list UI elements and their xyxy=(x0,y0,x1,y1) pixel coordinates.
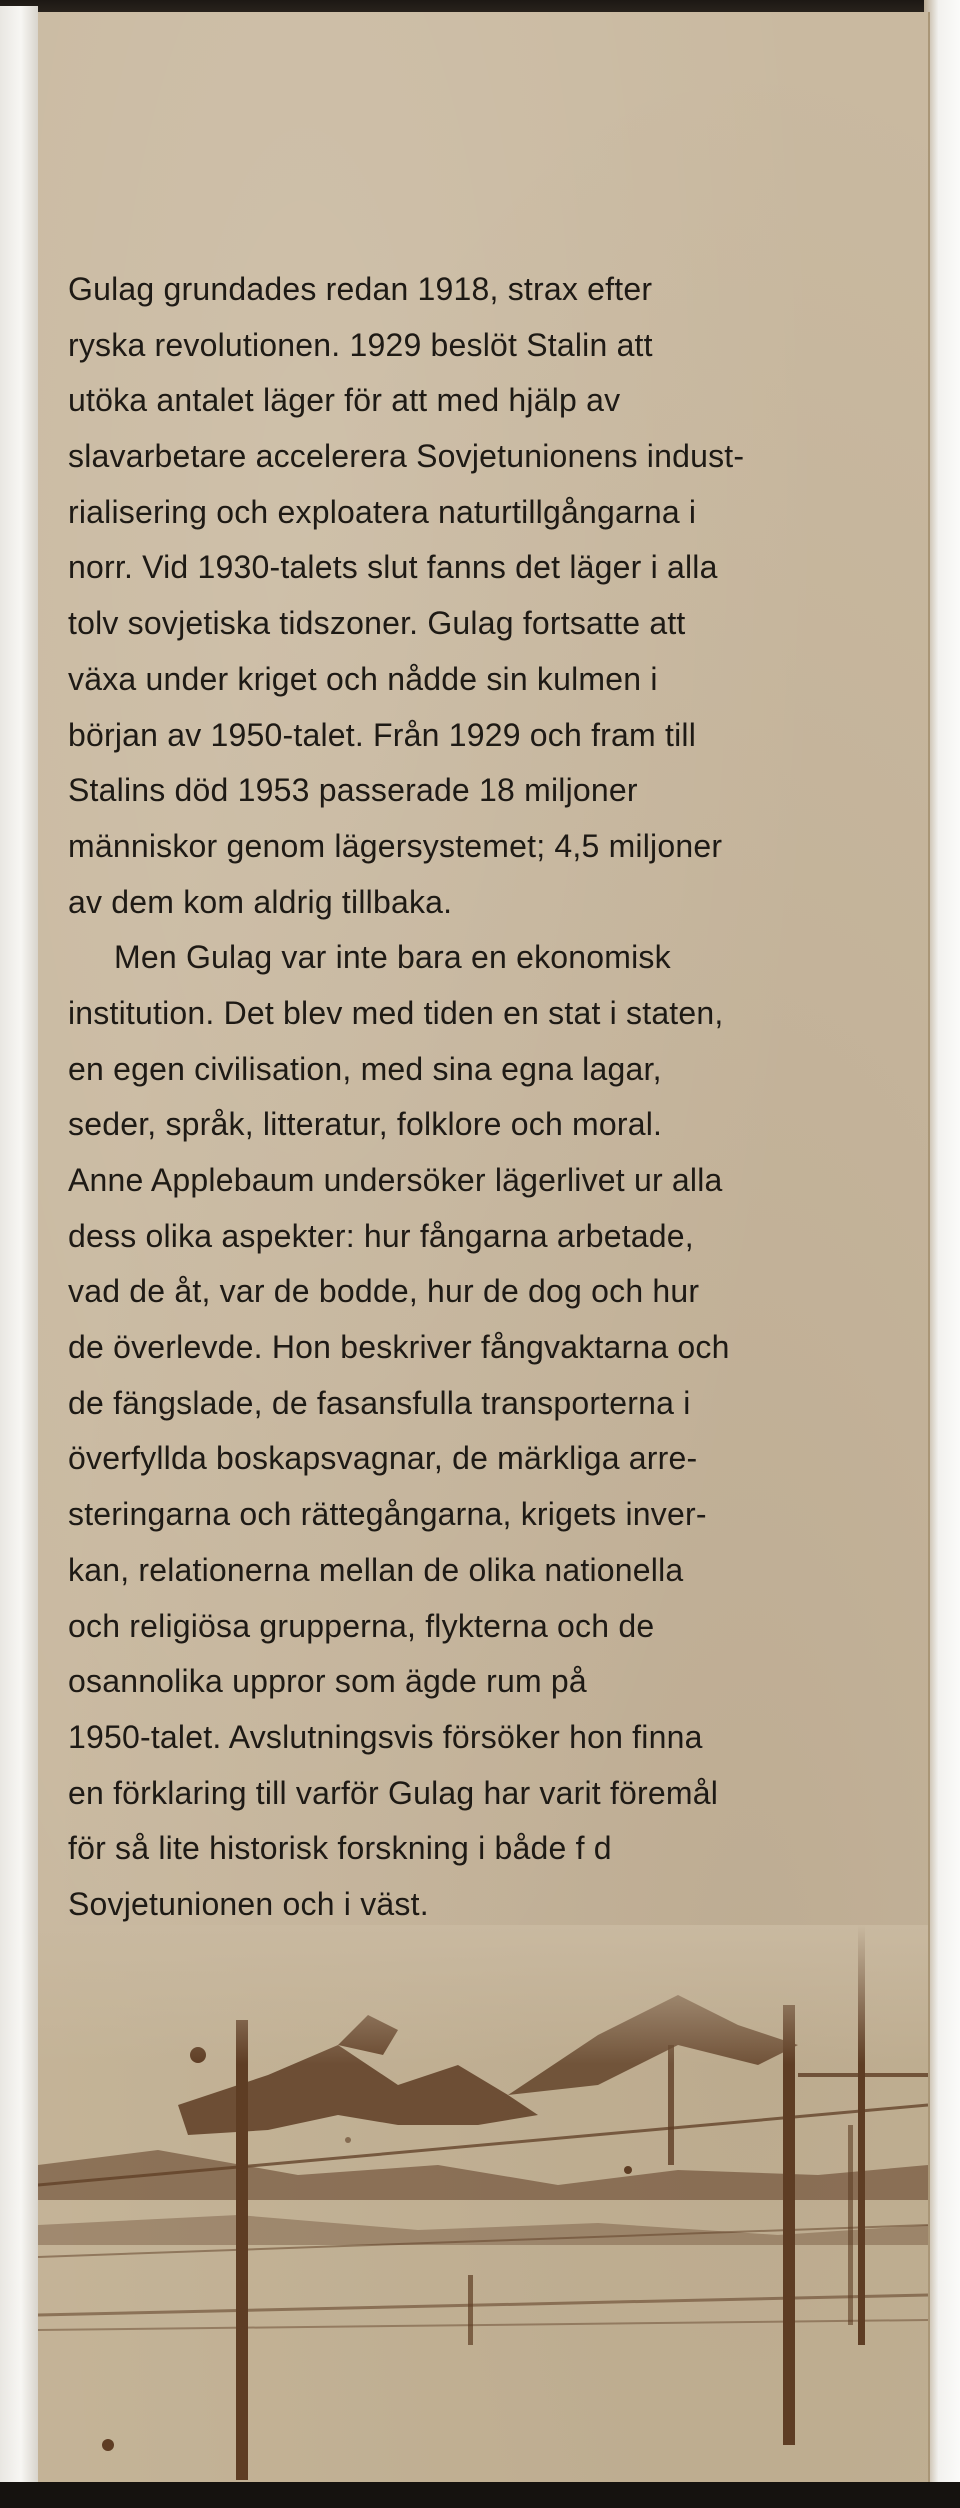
scan-margin-left xyxy=(0,6,38,2508)
text-line: seder, språk, litteratur, folklore och moral. xyxy=(68,1106,663,1143)
text-line: av dem kom aldrig tillbaka. xyxy=(68,883,453,920)
text-line: början av 1950-talet. Från 1929 och fram till xyxy=(68,716,696,753)
text-line: institution. Det blev med tiden en stat i staten, xyxy=(68,994,724,1031)
text-line: Men Gulag var inte bara en ekonomisk xyxy=(114,939,671,976)
scan-edge-bottom xyxy=(0,2482,960,2508)
blurb-text xyxy=(68,262,868,1933)
text-line: Gulag grundades redan 1918, strax efter xyxy=(68,271,653,307)
text-line: Stalins död 1953 passerade 18 miljoner xyxy=(68,772,638,809)
text-line: norr. Vid 1930-talets slut fanns det läger i alla xyxy=(68,549,718,586)
text-line: Anne Applebaum undersöker lägerlivet ur alla xyxy=(68,1162,723,1198)
text-line: de överlevde. Hon beskriver fångvaktarna och xyxy=(68,1329,730,1366)
text-line: steringarna och rättegångarna, krigets inver- xyxy=(68,1496,707,1533)
text-line: och religiösa grupperna, flykterna och de xyxy=(68,1607,655,1644)
paragraph-1 xyxy=(68,262,868,930)
text-line: tolv sovjetiska tidszoner. Gulag fortsatte att xyxy=(68,605,686,642)
text-line: en egen civilisation, med sina egna lagar, xyxy=(68,1050,662,1087)
text-line: osannolika uppror som ägde rum på xyxy=(68,1663,587,1700)
text-line: en förklaring till varför Gulag har varit föremål xyxy=(68,1774,719,1811)
text-line: de fängslade, de fasansfulla transporterna i xyxy=(68,1384,691,1421)
text-line: slavarbetare accelerera Sovjetunionens indust- xyxy=(68,438,745,475)
text-line: växa under kriget och nådde sin kulmen i xyxy=(68,660,658,697)
text-line: Sovjetunionen och i väst. xyxy=(68,1885,429,1922)
paragraph-2 xyxy=(68,930,868,1932)
text-line: för så lite historisk forskning i både f d xyxy=(68,1830,612,1867)
text-line: rialisering och exploatera naturtillgångarna i xyxy=(68,493,697,530)
text-line: 1950-talet. Avslutningsvis försöker hon finna xyxy=(68,1718,703,1755)
text-line: utöka antalet läger för att med hjälp av xyxy=(68,382,621,419)
text-line: människor genom lägersystemet; 4,5 miljoner xyxy=(68,827,723,864)
text-line: dess olika aspekter: hur fångarna arbetade, xyxy=(68,1217,694,1254)
gulag-camp-photo-icon xyxy=(38,1925,928,2482)
text-line: vad de åt, var de bodde, hur de dog och hur xyxy=(68,1273,700,1310)
text-line: kan, relationerna mellan de olika nationella xyxy=(68,1551,684,1588)
text-line: ryska revolutionen. 1929 beslöt Stalin att xyxy=(68,326,653,363)
text-line: överfyllda boskapsvagnar, de märkliga arre- xyxy=(68,1440,698,1477)
